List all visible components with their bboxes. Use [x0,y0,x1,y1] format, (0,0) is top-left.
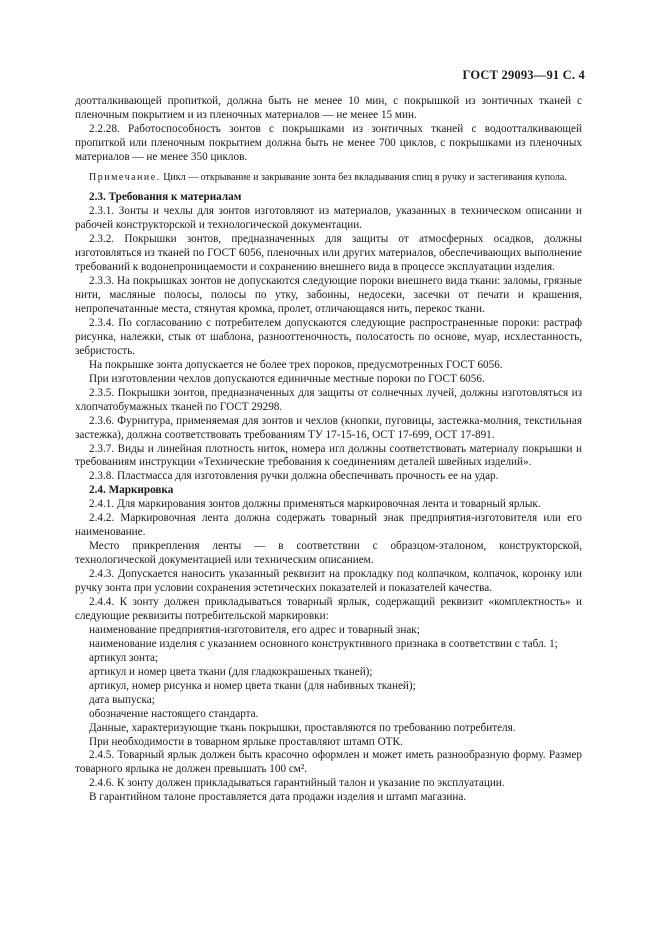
paragraph: Данные, характеризующие ткань покрышки, проставляются по требованию потребителя. [89,721,516,734]
paragraph-2-2-28: 2.2.28. Работоспособность зонтов с покрышками из зонтичных тканей с водоотталкивающей пропиткой или пленочным покрытием должна быть не менее 700 циклов, с покрышками из пленочных материалов — не менее 350 циклов. [75,122,582,163]
paragraph-2-3-1: 2.3.1. Зонты и чехлы для зонтов изготовляют из материалов, указанных в техническом описании и рабочей конструкторской и технологической документации. [75,205,582,232]
paragraph: При необходимости в товарном ярлыке проставляют штамп ОТК. [89,735,403,748]
list-item: артикул, номер рисунка и номер цвета ткани (для набивных тканей); [89,679,416,692]
section-heading-2-4: 2.4. Маркировка [89,484,174,497]
paragraph-2-3-3: 2.3.3. На покрышках зонтов не допускаются следующие пороки внешнего вида ткани: заломы, грязные нити, масляные полосы, полосы по утку, забоины, недосеки, засечки от печати и крашения, непропечатанные места, стянутая кромка, пролет, отличающаяся нить, перекос ткани. [75,275,582,315]
paragraph-2-4-1: 2.4.1. Для маркирования зонтов должны применяться маркировочная лента и товарный ярлык. [89,498,541,511]
note [75,172,582,185]
note-text: Цикл — открывание и закрывание зонта без вкладывания спиц в ручку и застегивания купола. [160,171,567,183]
paragraph-2-3-5: 2.3.5. Покрышки зонтов, предназначенных для защиты от солнечных лучей, должны изготовляться из хлопчатобумажных тканей по ГОСТ 29298. [75,386,582,413]
paragraph-2-4-2: 2.4.2. Маркировочная лента должна содержать товарный знак предприятия-изготовителя или его наименование. [75,512,582,539]
paragraph-2-3-4: 2.3.4. По согласованию с потребителем допускаются следующие распространенные пороки: растраф рисунка, належки, стык от шаблона, разнооттеночность, полосатость по основе, муар, исхлестанность, зебристость. [75,316,582,357]
paragraph: В гарантийном талоне проставляется дата продажи изделия и штамп магазина. [89,791,467,804]
list-item: артикул зонта; [89,651,159,664]
list-item: дата выпуска; [89,693,155,706]
paragraph-2-4-5: 2.4.5. Товарный ярлык должен быть красочно оформлен и может иметь разнообразную форму. Размер товарного ярлыка не должен превышать 100 см². [75,749,582,776]
page-header: ГОСТ 29093—91 С. 4 [462,68,585,82]
list-item: обозначение настоящего стандарта. [89,707,259,720]
paragraph: доотталкивающей пропиткой, должна быть не менее 10 мин, с покрышкой из зонтичных тканей с пленочным покрытием и из пленочных материалов — не менее 15 мин. [75,95,582,121]
paragraph-2-4-3: 2.4.3. Допускается наносить указанный реквизит на прокладку под колпачком, колпачок, коронку или ручку зонта при условии сохранения эстетических показателей и показателей качества. [75,568,582,595]
document-body [75,95,582,805]
paragraph: На покрышке зонта допускается не более трех пороков, предусмотренных ГОСТ 6056. [89,358,503,371]
paragraph: Место прикрепления ленты — в соответствии с образцом-эталоном, конструкторской, технологической документацией или техническим описанием. [75,540,582,567]
list-item: артикул и номер цвета ткани (для гладкокрашеных тканей); [89,665,373,678]
paragraph: При изготовлении чехлов допускаются единичные местные пороки по ГОСТ 6056. [89,372,485,385]
list-item: наименование изделия с указанием основного конструктивного признака в соответствии с табл. 1; [89,637,558,650]
note-label: Примечание. [89,171,161,183]
list-item: наименование предприятия-изготовителя, его адрес и товарный знак; [89,623,420,636]
paragraph-2-4-6: 2.4.6. К зонту должен прикладываться гарантийный талон и указание по эксплуатации. [89,777,505,790]
paragraph-2-3-8: 2.3.8. Пластмасса для изготовления ручки должна обеспечивать прочность ее на удар. [89,470,499,483]
paragraph-2-4-4: 2.4.4. К зонту должен прикладываться товарный ярлык, содержащий реквизит «комплектность» и следующие реквизиты потребительской маркировки: [75,596,582,622]
paragraph-2-3-2: 2.3.2. Покрышки зонтов, предназначенных для защиты от атмосферных осадков, должны изготовляться из тканей по ГОСТ 6056, пленочных или других материалов, обеспечивающих выполнение требований к водонепроницаемости и сохранению внешнего вида в процессе эксплуатации изделия. [75,233,582,274]
paragraph-2-3-6: 2.3.6. Фурнитура, применяемая для зонтов и чехлов (кнопки, пуговицы, застежка-молния, текстильная застежка), должна соответствовать требованиям ТУ 17-15-16, ОСТ 17-699, ОСТ 17-891. [75,414,582,441]
paragraph-2-3-7: 2.3.7. Виды и линейная плотность ниток, номера игл должны соответствовать материалу покрышки и требованиям инструкции «Технические требования к соединениям деталей швейных изделий». [75,442,582,469]
section-heading-2-3: 2.3. Требования к материалам [89,191,242,204]
